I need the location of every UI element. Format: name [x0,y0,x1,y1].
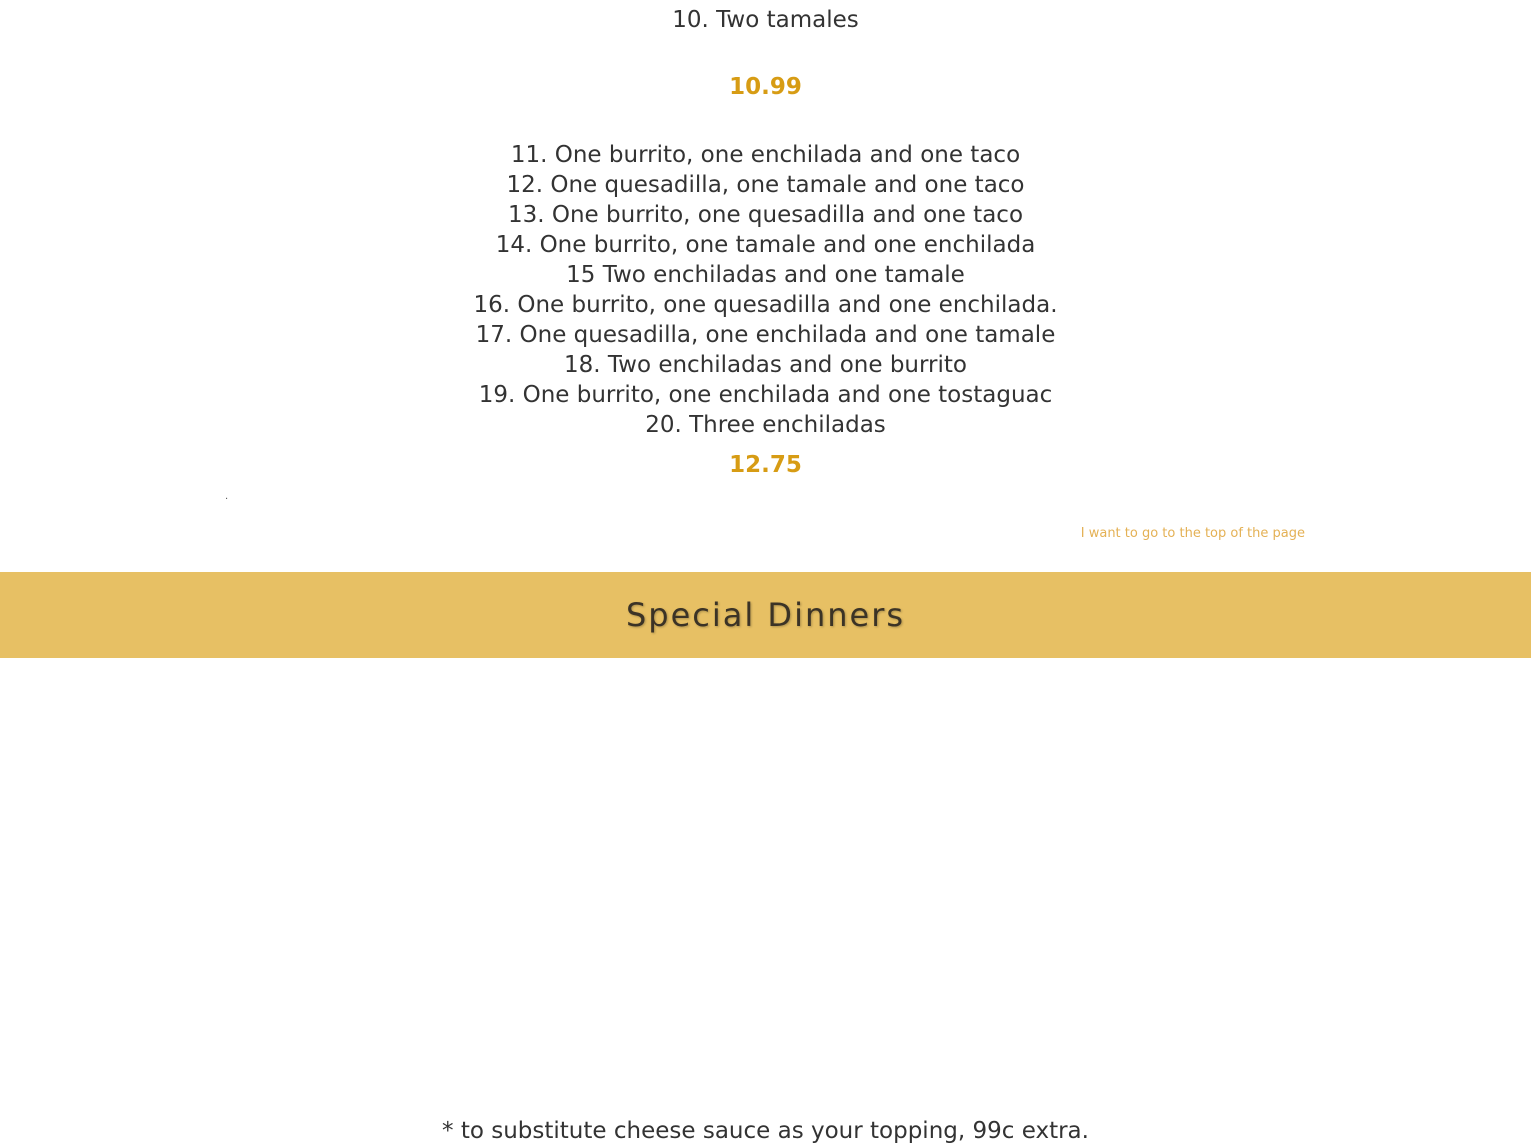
back-to-top-link[interactable]: I want to go to the top of the page [1080,526,1305,541]
combo-item-13: 13. One burrito, one quesadilla and one taco [507,202,1024,228]
stray-dot: . [225,491,229,502]
price-12-75: 12.75 [729,452,802,478]
combo-item-19: 19. One burrito, one enchilada and one tostaguac [478,382,1053,408]
combo-item-14: 14. One burrito, one tamale and one enchilada [495,232,1036,258]
section-title: Special Dinners [625,596,906,634]
combo-list [0,140,1531,440]
combo-item-20: 20. Three enchiladas [645,412,886,438]
combo-item-15: 15 Two enchiladas and one tamale [566,262,965,288]
cheese-sauce-footnote: * to substitute cheese sauce as your topping, 99c extra. [442,1118,1089,1144]
combo-item-11: 11. One burrito, one enchilada and one taco [510,142,1021,168]
combo-item-17: 17. One quesadilla, one enchilada and one tamale [475,322,1056,348]
price-10-99: 10.99 [729,74,802,100]
combo-item-18: 18. Two enchiladas and one burrito [564,352,967,378]
combo-item-16: 16. One burrito, one quesadilla and one enchilada. [473,292,1058,318]
menu-item-10: 10. Two tamales [672,7,859,33]
combo-item-12: 12. One quesadilla, one tamale and one taco [506,172,1025,198]
special-dinners-banner [0,572,1531,658]
